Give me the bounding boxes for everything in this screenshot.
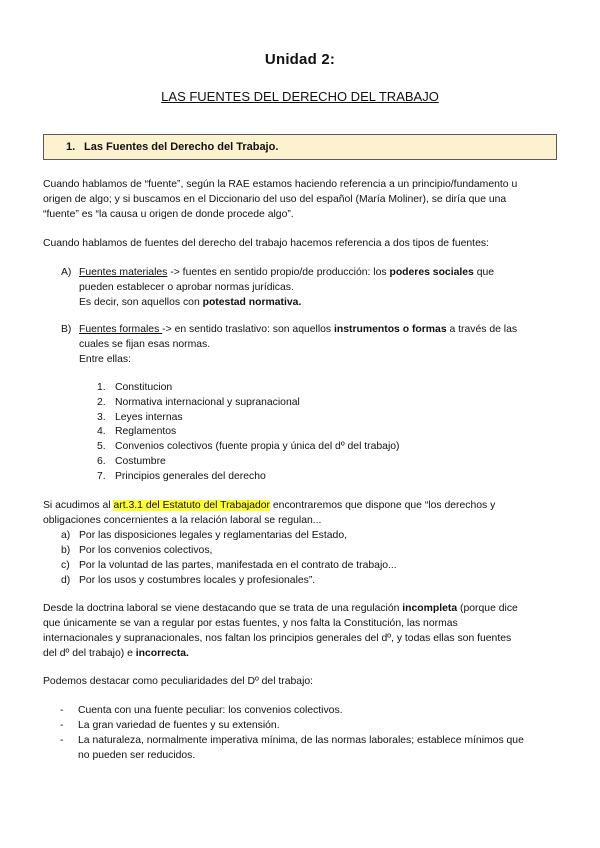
item-a-term: Fuentes materiales [79, 267, 168, 278]
list-number: 1. [97, 382, 106, 393]
doctrine-line: que únicamente se van a regular por estas fuentes, y nos falta la Constitución, las normas [43, 618, 458, 629]
intro-line: “fuente” es “la causa u origen de donde procede algo”. [43, 209, 294, 220]
intro-line: Cuando hablamos de “fuente”, según la RAE estamos haciendo referencia a un principio/fundamento u [43, 179, 518, 190]
item-a-line3: Es decir, son aquellos con [79, 297, 203, 308]
doctrine-text-end: (porque dice [457, 603, 518, 614]
statute-item [61, 558, 561, 573]
types-intro: Cuando hablamos de fuentes del derecho del trabajo hacemos referencia a dos tipos de fuentes: [43, 238, 489, 249]
formal-sources-list [97, 381, 537, 485]
peculiarities-list [43, 703, 563, 763]
item-a-line2: pueden establecer o aprobar normas jurídicas. [79, 282, 294, 293]
dash-marker: - [60, 720, 64, 731]
item-a-line3-bold: potestad normativa. [202, 297, 302, 308]
statute-list [61, 528, 561, 588]
statute-highlight: art.3.1 del Estatuto del Trabajador [113, 500, 271, 511]
item-b-text: -> en sentido traslativo: son aquellos [162, 324, 335, 335]
statute-item [61, 573, 561, 588]
list-text: Reglamentos [115, 426, 177, 438]
list-number: 3. [97, 411, 106, 423]
peculiarity-text: La naturaleza, normalmente imperativa mínima, de las normas laborales; establece mínimos que [78, 735, 524, 746]
list-text: Convenios colectivos (fuente propia y única del dº del trabajo) [115, 441, 400, 453]
item-a-text: -> fuentes en sentido propio/de producción: los [167, 267, 390, 278]
list-item [97, 396, 537, 411]
peculiarity-text: no pueden ser reducidos. [78, 750, 196, 761]
item-b-term: Fuentes formales [79, 324, 163, 335]
doctrine-bold: incompleta [402, 603, 458, 614]
doctrine-paragraph [43, 601, 563, 661]
doctrine-text: del dº del trabajo) e [43, 648, 136, 659]
peculiarities-intro: Podemos destacar como peculiaridades del Dº del trabajo: [43, 676, 314, 687]
statute-item-text: Por las disposiciones legales y reglamentarias del Estado, [79, 530, 347, 541]
statute-item-text: Por los convenios colectivos, [79, 545, 213, 556]
list-text: Costumbre [115, 455, 166, 467]
list-number: 7. [97, 470, 106, 482]
list-text: Constitucion [115, 382, 173, 393]
item-b [61, 322, 561, 367]
list-text: Principios generales del derecho [115, 470, 266, 482]
statute-text-end: encontraremos que dispone que “los derechos y [270, 500, 496, 511]
dash-marker: - [60, 735, 64, 746]
peculiarity-text: Cuenta con una fuente peculiar: los convenios colectivos. [78, 705, 343, 716]
section-number: 1. [66, 141, 76, 153]
dash-marker: - [60, 705, 64, 716]
intro-line: origen de algo; y si buscamos en el Diccionario del uso del español (María Moliner), se diría que una [43, 194, 507, 205]
list-item [97, 455, 537, 470]
statute-item-marker: d) [61, 575, 71, 586]
peculiarity-item [43, 733, 563, 763]
doctrine-line: internacionales y supranacionales, nos faltan los principios generales del dº, y todas ellas son fuentes [43, 633, 512, 644]
peculiarity-item [43, 703, 563, 718]
list-text: Leyes internas [115, 411, 183, 423]
section-title: Las Fuentes del Derecho del Trabajo. [84, 141, 279, 153]
list-number: 5. [97, 441, 106, 453]
peculiarity-text: La gran variedad de fuentes y su extensión. [78, 720, 280, 731]
item-b-line2: cuales se fijan esas normas. [79, 339, 211, 350]
unit-title: Unidad 2: [264, 51, 336, 68]
list-number: 6. [97, 455, 106, 467]
intro-paragraph [43, 177, 563, 222]
list-item [97, 425, 537, 440]
item-b-bold: instrumentos o formas [334, 324, 447, 335]
section-heading-box [43, 134, 557, 160]
statute-item [61, 528, 561, 543]
statute-paragraph [43, 498, 563, 528]
list-number: 2. [97, 396, 106, 408]
statute-item-marker: b) [61, 545, 71, 556]
item-a [61, 265, 561, 310]
list-item [97, 440, 537, 455]
item-b-marker: B) [61, 324, 72, 335]
statute-item-text: Por los usos y costumbres locales y profesionales”. [79, 575, 316, 586]
item-a-bold: poderes sociales [389, 267, 474, 278]
item-a-text-end: que [473, 267, 495, 278]
list-item [97, 381, 537, 396]
statute-item-marker: a) [61, 530, 71, 541]
document-title: LAS FUENTES DEL DERECHO DEL TRABAJO [161, 89, 439, 104]
statute-item-text: Por la voluntad de las partes, manifestada en el contrato de trabajo... [79, 560, 397, 571]
doctrine-bold: incorrecta. [135, 648, 189, 659]
doctrine-text: Desde la doctrina laboral se viene destacando que se trata de una regulación [43, 603, 403, 614]
item-b-line3: Entre ellas: [79, 354, 131, 365]
statute-item-marker: c) [61, 560, 70, 571]
list-item [97, 411, 537, 426]
statute-text: Si acudimos al [43, 500, 114, 511]
list-number: 4. [97, 426, 106, 438]
statute-item [61, 543, 561, 558]
item-a-marker: A) [61, 267, 72, 278]
peculiarity-item [43, 718, 563, 733]
item-b-text-end: a través de las [446, 324, 518, 335]
statute-line2: obligaciones concernientes a la relación laboral se regulan... [43, 515, 322, 526]
list-item [97, 470, 537, 485]
list-text: Normativa internacional y supranacional [115, 396, 300, 408]
